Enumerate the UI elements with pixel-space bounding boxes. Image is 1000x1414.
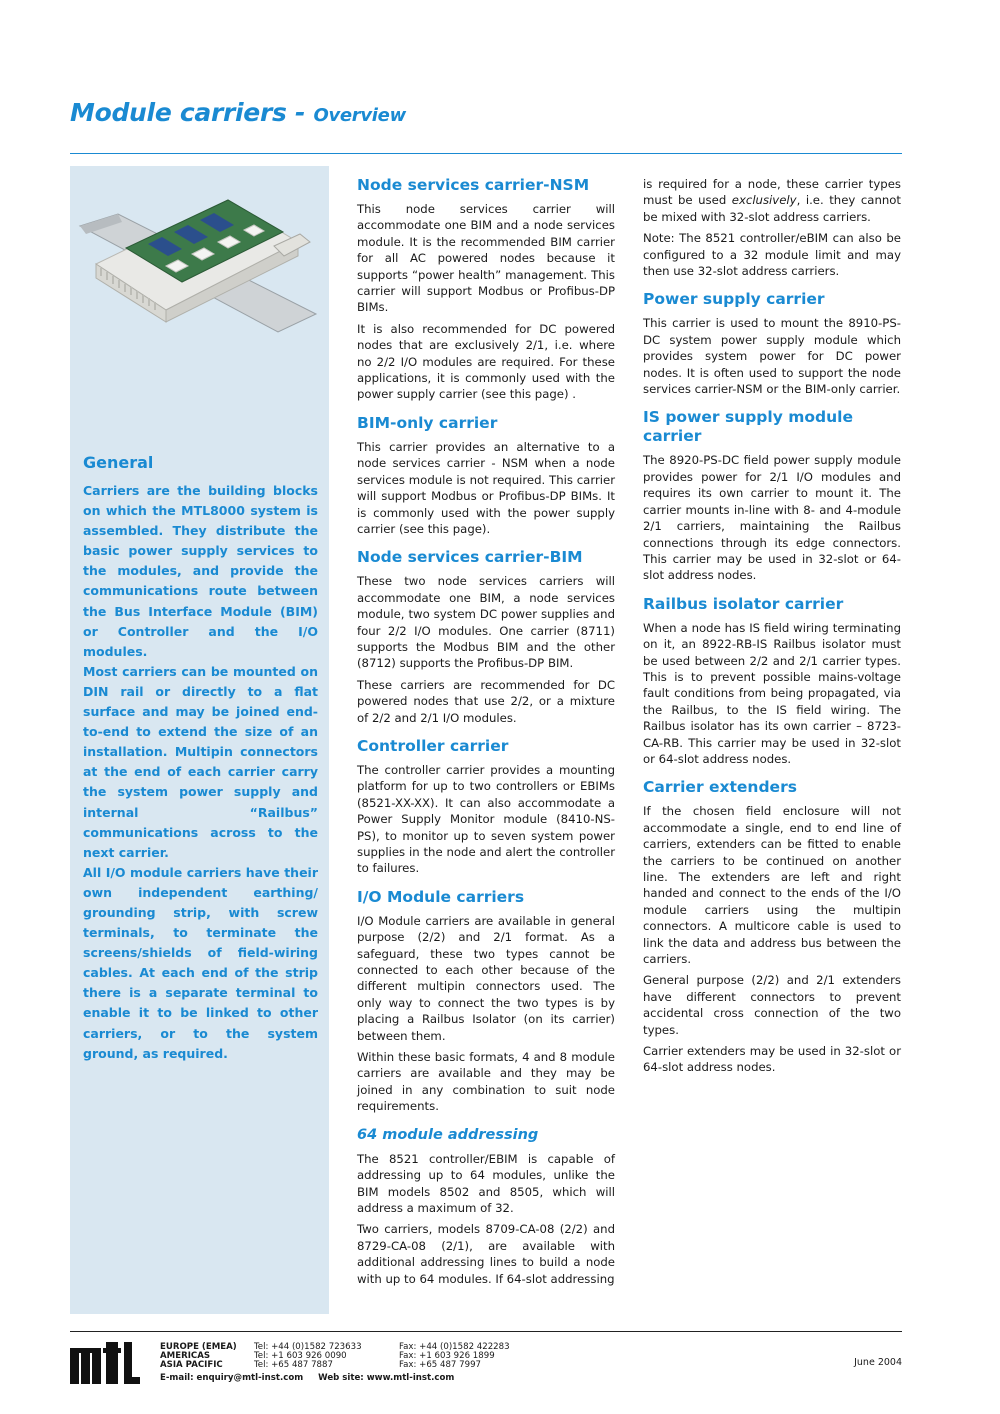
sidebar-body [83,481,318,1064]
carrier-product-photo [78,186,318,336]
paragraph: I/O Module carriers are available in general purpose (2/2) and 2/1 format. As a safeguard, these two types cannot be connected to each other because of the different multipin connectors used. The only way to connect the two types is by placing a Railbus Isolator (on its carrier) between them. [357,913,615,1043]
paragraph: It is also recommended for DC powered nodes that are exclusively 2/1, i.e. where no 2/2 I/O modules are required. For these applications, it is commonly used with the power supply carrier (see this page) . [357,321,615,402]
region-label: AMERICAS [160,1351,211,1362]
paragraph: The 8521 controller/EBIM is capable of addressing up to 64 modules, unlike the BIM models 8502 and 8505, which will address a maximum of 32. [357,1151,615,1215]
sidebar-heading: General [83,453,154,472]
telephone-number: Tel: +65 487 7887 [254,1360,333,1371]
paragraph: Two carriers, models 8709-CA-08 (2/2) and 8729-CA-08 (2/1), are available with additional addressing lines to build a node with up to 64 modules. If 64-slot addressing [357,1222,615,1286]
title-sub: Overview [313,105,406,126]
text-run: , i.e. they cannot be mixed with 32-slot address carriers. [643,193,901,224]
paragraph: The controller carrier provides a mounting platform for up to two controllers or EBIMs (8521-XX-XX). It can also accommodate a Power Supply Monitor module (8410-NS-PS), to monitor up to seven system power supplies in the node and alert the controller to failures. [357,762,615,876]
paragraph: Within these basic formats, 4 and 8 module carriers are available and they may be joined in any combination to suit node requirements. [357,1050,615,1114]
paragraph [643,176,901,225]
section-heading-node-services-bim: Node services carrier-BIM [357,548,583,567]
section-heading-is-power: IS power supply module carrier [643,408,853,446]
footer-date: June 2004 [854,1357,902,1368]
paragraph: These two node services carriers will accommodate one BIM, a node services module, two system DC power supplies and four 2/2 I/O modules. One carrier (8711) supports the Modbus BIM and the other (8712) supports the Profibus-DP BIM. [357,574,615,671]
section-heading-io-module: I/O Module carriers [357,887,525,906]
section-heading-carrier-extenders: Carrier extenders [643,778,797,797]
footer-faxes [399,1343,510,1371]
footer-email-web: E-mail: enquiry@mtl-inst.com Web site: www.mtl-inst.com [160,1373,455,1383]
content-column-right [643,176,901,1081]
sidebar-paragraph: Carriers are the building blocks on which the MTL8000 system is assembled. They distribute the basic power supply services to the modules, and provide the communications route between the Bus Interface Module (BIM) or Controller and the I/O modules. [83,483,318,659]
title-main: Module carriers - [70,98,306,127]
paragraph: This carrier is used to mount the 8910-PS-DC system power supply module which provides system power for DC power nodes. It is often used to support the node services carrier-NSM or the BIM-only carrier. [643,316,901,397]
title-divider [70,153,902,154]
footer-regions [160,1343,237,1371]
paragraph: Carrier extenders may be used in 32-slot or 64-slot address nodes. [643,1044,901,1075]
section-heading-64-addressing: 64 module addressing [357,1126,539,1143]
section-heading-nsm: Node services carrier-NSM [357,176,590,194]
content-column-middle [357,176,615,1292]
paragraph: If the chosen field enclosure will not accommodate a single, end to end line of carriers, extenders can be fitted to enable the carriers to be continued on another line. The extenders are left and right handed and connect to the ends of the I/O module carriers using the multipin connectors. A multicore cable is used to link the data and address bus between the carriers. [643,804,901,967]
region-label: EUROPE (EMEA) [160,1342,237,1352]
fax-number: Fax: +1 603 926 1899 [399,1351,495,1362]
sidebar-paragraph: Most carriers can be mounted on DIN rail or directly to a flat surface and may be joined end-to-end to extend the size of an installation. Multipin connectors at the end of each carrier carry the system power supply and internal “Railbus” communications across to the next carrier. [83,663,318,860]
paragraph: This node services carrier will accommodate one BIM and a node services module. It is the recommended BIM carrier for all AC powered nodes because it supports “power health” management. This carrier will support Modbus or Profibus-DP BIMs. [357,202,615,315]
mtl-logo [70,1342,140,1384]
text-run: is required for a node, these carrier types must be used [643,177,901,208]
paragraph: These carriers are recommended for DC powered nodes that use 2/2, or a mixture of 2/2 and 2/1 I/O modules. [357,677,615,725]
emphasis: exclusively [731,193,797,208]
fax-number: Fax: +65 487 7997 [399,1360,482,1371]
page-title [70,98,406,127]
footer-divider [70,1331,902,1332]
paragraph: Note: The 8521 controller/eBIM can also be configured to a 32 module limit and may then use 32-slot address carriers. [643,231,901,279]
section-heading-controller: Controller carrier [357,736,509,755]
paragraph: When a node has IS field wiring terminating on it, an 8922-RB-IS Railbus isolator must be used between 2/2 and 2/1 carrier types. This is to prevent possible mains-voltage fault conditions from being propagated, via the Railbus, to the IS field wiring. The Railbus isolator has its own carrier – 8723-CA-RB. This carrier may be used in 32-slot or 64-slot address nodes. [643,620,901,766]
sidebar-paragraph: All I/O module carriers have their own independent earthing/ grounding strip, with screw terminals, to terminate the screens/shields of field-wiring cables. At each end of the strip there is a separate terminal to enable it to be linked to other carriers, or to the system ground, as required. [83,864,318,1061]
region-label: ASIA PACIFIC [160,1360,223,1371]
footer-telephones [254,1343,362,1371]
fax-number: Fax: +44 (0)1582 422283 [399,1342,510,1352]
paragraph: General purpose (2/2) and 2/1 extenders have different connectors to prevent accidental cross connection of the two types. [643,973,901,1037]
section-heading-bim-only: BIM-only carrier [357,413,498,432]
paragraph: This carrier provides an alternative to a node services carrier - NSM when a node services module is not required. This carrier will support Modbus or Profibus-DP BIMs. It is commonly used with the power supply carrier (see this page). [357,439,615,536]
section-heading-power-supply: Power supply carrier [643,290,825,309]
telephone-number: Tel: +44 (0)1582 723633 [254,1342,362,1352]
paragraph: The 8920-PS-DC field power supply module provides power for 2/1 I/O modules and requires its own carrier to mount it. The carrier mounts in-line with 8- and 4-module 2/1 carriers, maintaining the Railbus connections through its edge connectors. This carrier may be used in 32-slot or 64-slot address nodes. [643,453,901,583]
telephone-number: Tel: +1 603 926 0090 [254,1351,347,1362]
section-heading-railbus-isolator: Railbus isolator carrier [643,594,844,613]
